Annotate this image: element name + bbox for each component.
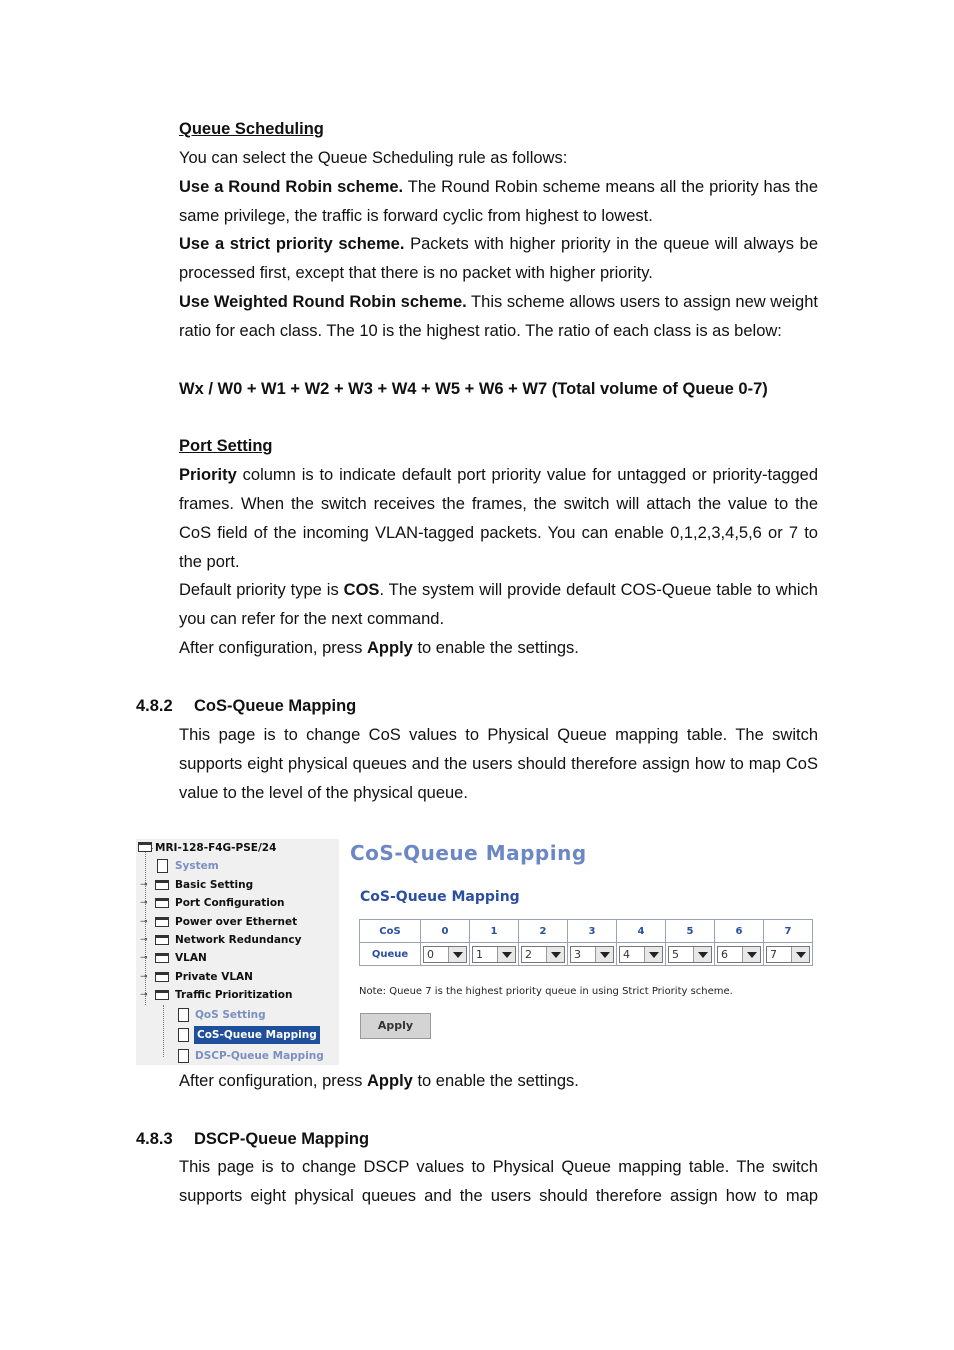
cos-queue-table	[359, 919, 813, 966]
expand-icon[interactable]: ⊸	[140, 935, 148, 945]
wrr-formula: Wx / W0 + W1 + W2 + W3 + W4 + W5 + W6 + W7 (Total volume of Queue 0-7)	[179, 380, 768, 398]
folder-open-icon	[155, 990, 169, 1000]
expand-icon[interactable]: ⊸	[140, 953, 148, 963]
queue-row-label: Queue	[360, 943, 421, 966]
queue-row	[360, 943, 813, 966]
queue-select-4[interactable]: 4	[619, 946, 663, 963]
chevron-down-icon[interactable]	[791, 947, 809, 962]
folder-icon	[155, 935, 169, 945]
cos-value: 4	[617, 920, 666, 943]
chevron-down-icon[interactable]	[595, 947, 613, 962]
panel-title: CoS-Queue Mapping	[350, 841, 587, 865]
document-icon	[178, 1049, 189, 1063]
folder-icon	[155, 898, 169, 908]
collapse-icon[interactable]: ⊸	[140, 990, 148, 1000]
expand-icon[interactable]: ⊸	[140, 898, 148, 908]
cos-value: 2	[519, 920, 568, 943]
section-4-8-3-heading: 4.8.3 DSCP-Queue Mapping	[136, 1130, 370, 1148]
queue-scheduling-intro: You can select the Queue Scheduling rule as follows:	[179, 149, 568, 167]
folder-icon	[155, 917, 169, 927]
cos-value: 1	[470, 920, 519, 943]
chevron-down-icon[interactable]	[644, 947, 662, 962]
apply-button[interactable]: Apply	[360, 1013, 431, 1039]
chevron-down-icon[interactable]	[742, 947, 760, 962]
chevron-down-icon[interactable]	[448, 947, 466, 962]
document-icon	[157, 859, 168, 873]
queue-select-3[interactable]: 3	[570, 946, 614, 963]
default-priority-paragraph: Default priority type is COS. The system will provide default COS-Queue table to which you can refer for the next command.	[179, 581, 818, 628]
expand-icon[interactable]: ⊸	[140, 917, 148, 927]
tree-branch-line	[163, 1005, 164, 1057]
cos-value: 3	[568, 920, 617, 943]
document-icon	[178, 1028, 189, 1042]
cos-row-label: CoS	[360, 920, 421, 943]
section-4-8-2-body: This page is to change CoS values to Physical Queue mapping table. The switch supports eight physical queues and the users should therefore assign how to map CoS value to the level of the physical queue.	[179, 726, 818, 802]
expand-icon[interactable]: ⊸	[140, 972, 148, 982]
queue-select-5[interactable]: 5	[668, 946, 712, 963]
port-setting-heading: Port Setting	[179, 437, 273, 455]
folder-icon	[155, 880, 169, 890]
priority-note: Note: Queue 7 is the highest priority queue in using Strict Priority scheme.	[359, 986, 733, 997]
document-icon	[178, 1008, 189, 1022]
queue-select-1[interactable]: 1	[472, 946, 516, 963]
cos-queue-mapping-screenshot	[136, 839, 816, 1065]
chevron-down-icon[interactable]	[497, 947, 515, 962]
round-robin-paragraph: Use a Round Robin scheme. The Round Robin scheme means all the priority has the same privilege, the traffic is forward cyclic from highest to lowest.	[179, 178, 818, 225]
expand-icon[interactable]: ⊸	[140, 880, 148, 890]
strict-priority-paragraph: Use a strict priority scheme. Packets with higher priority in the queue will always be processed first, except that there is no packet with higher priority.	[179, 235, 818, 282]
section-4-8-3-body: This page is to change DSCP values to Physical Queue mapping table. The switch supports eight physical queues and the users should therefore assign how to map	[179, 1158, 818, 1205]
section-4-8-2-heading: 4.8.2 CoS-Queue Mapping	[136, 697, 357, 715]
priority-paragraph: Priority column is to indicate default port priority value for untagged or priority-tagged frames. When the switch receives the frames, the switch will attach the value to the CoS field of the incoming VLAN-tagged packets. You can enable 0,1,2,3,4,5,6 or 7 to the port.	[179, 466, 818, 571]
folder-icon	[138, 842, 152, 852]
cos-queue-panel	[348, 839, 816, 1065]
folder-icon	[155, 953, 169, 963]
cos-apply-note: After configuration, press Apply to enable the settings.	[179, 1072, 579, 1090]
navigation-tree: MRI-128-F4G-PSE/24 System ⊸ Basic Setting ⊸ Port Configuration ⊸ Power over Ethernet ⊸ Network Redundancy ⊸ VLAN ⊸ Private VLAN ⊸ Traffic Prioritization QoS Setting CoS-Queue Mapping DSCP-Queue Mapping	[136, 839, 339, 1065]
cos-row	[360, 920, 813, 943]
cos-value: 0	[421, 920, 470, 943]
queue-select-6[interactable]: 6	[717, 946, 761, 963]
queue-scheduling-heading: Queue Scheduling	[179, 120, 324, 138]
cos-value: 7	[764, 920, 813, 943]
wrr-paragraph: Use Weighted Round Robin scheme. This scheme allows users to assign new weight ratio for each class. The 10 is the highest ratio. The ratio of each class is as below:	[179, 293, 818, 340]
port-setting-apply-note: After configuration, press Apply to enable the settings.	[179, 639, 579, 657]
cos-value: 6	[715, 920, 764, 943]
queue-select-7[interactable]: 7	[766, 946, 810, 963]
folder-icon	[155, 972, 169, 982]
chevron-down-icon[interactable]	[546, 947, 564, 962]
cos-value: 5	[666, 920, 715, 943]
queue-select-0[interactable]: 0	[423, 946, 467, 963]
chevron-down-icon[interactable]	[693, 947, 711, 962]
panel-subtitle: CoS-Queue Mapping	[360, 889, 520, 905]
queue-select-2[interactable]: 2	[521, 946, 565, 963]
